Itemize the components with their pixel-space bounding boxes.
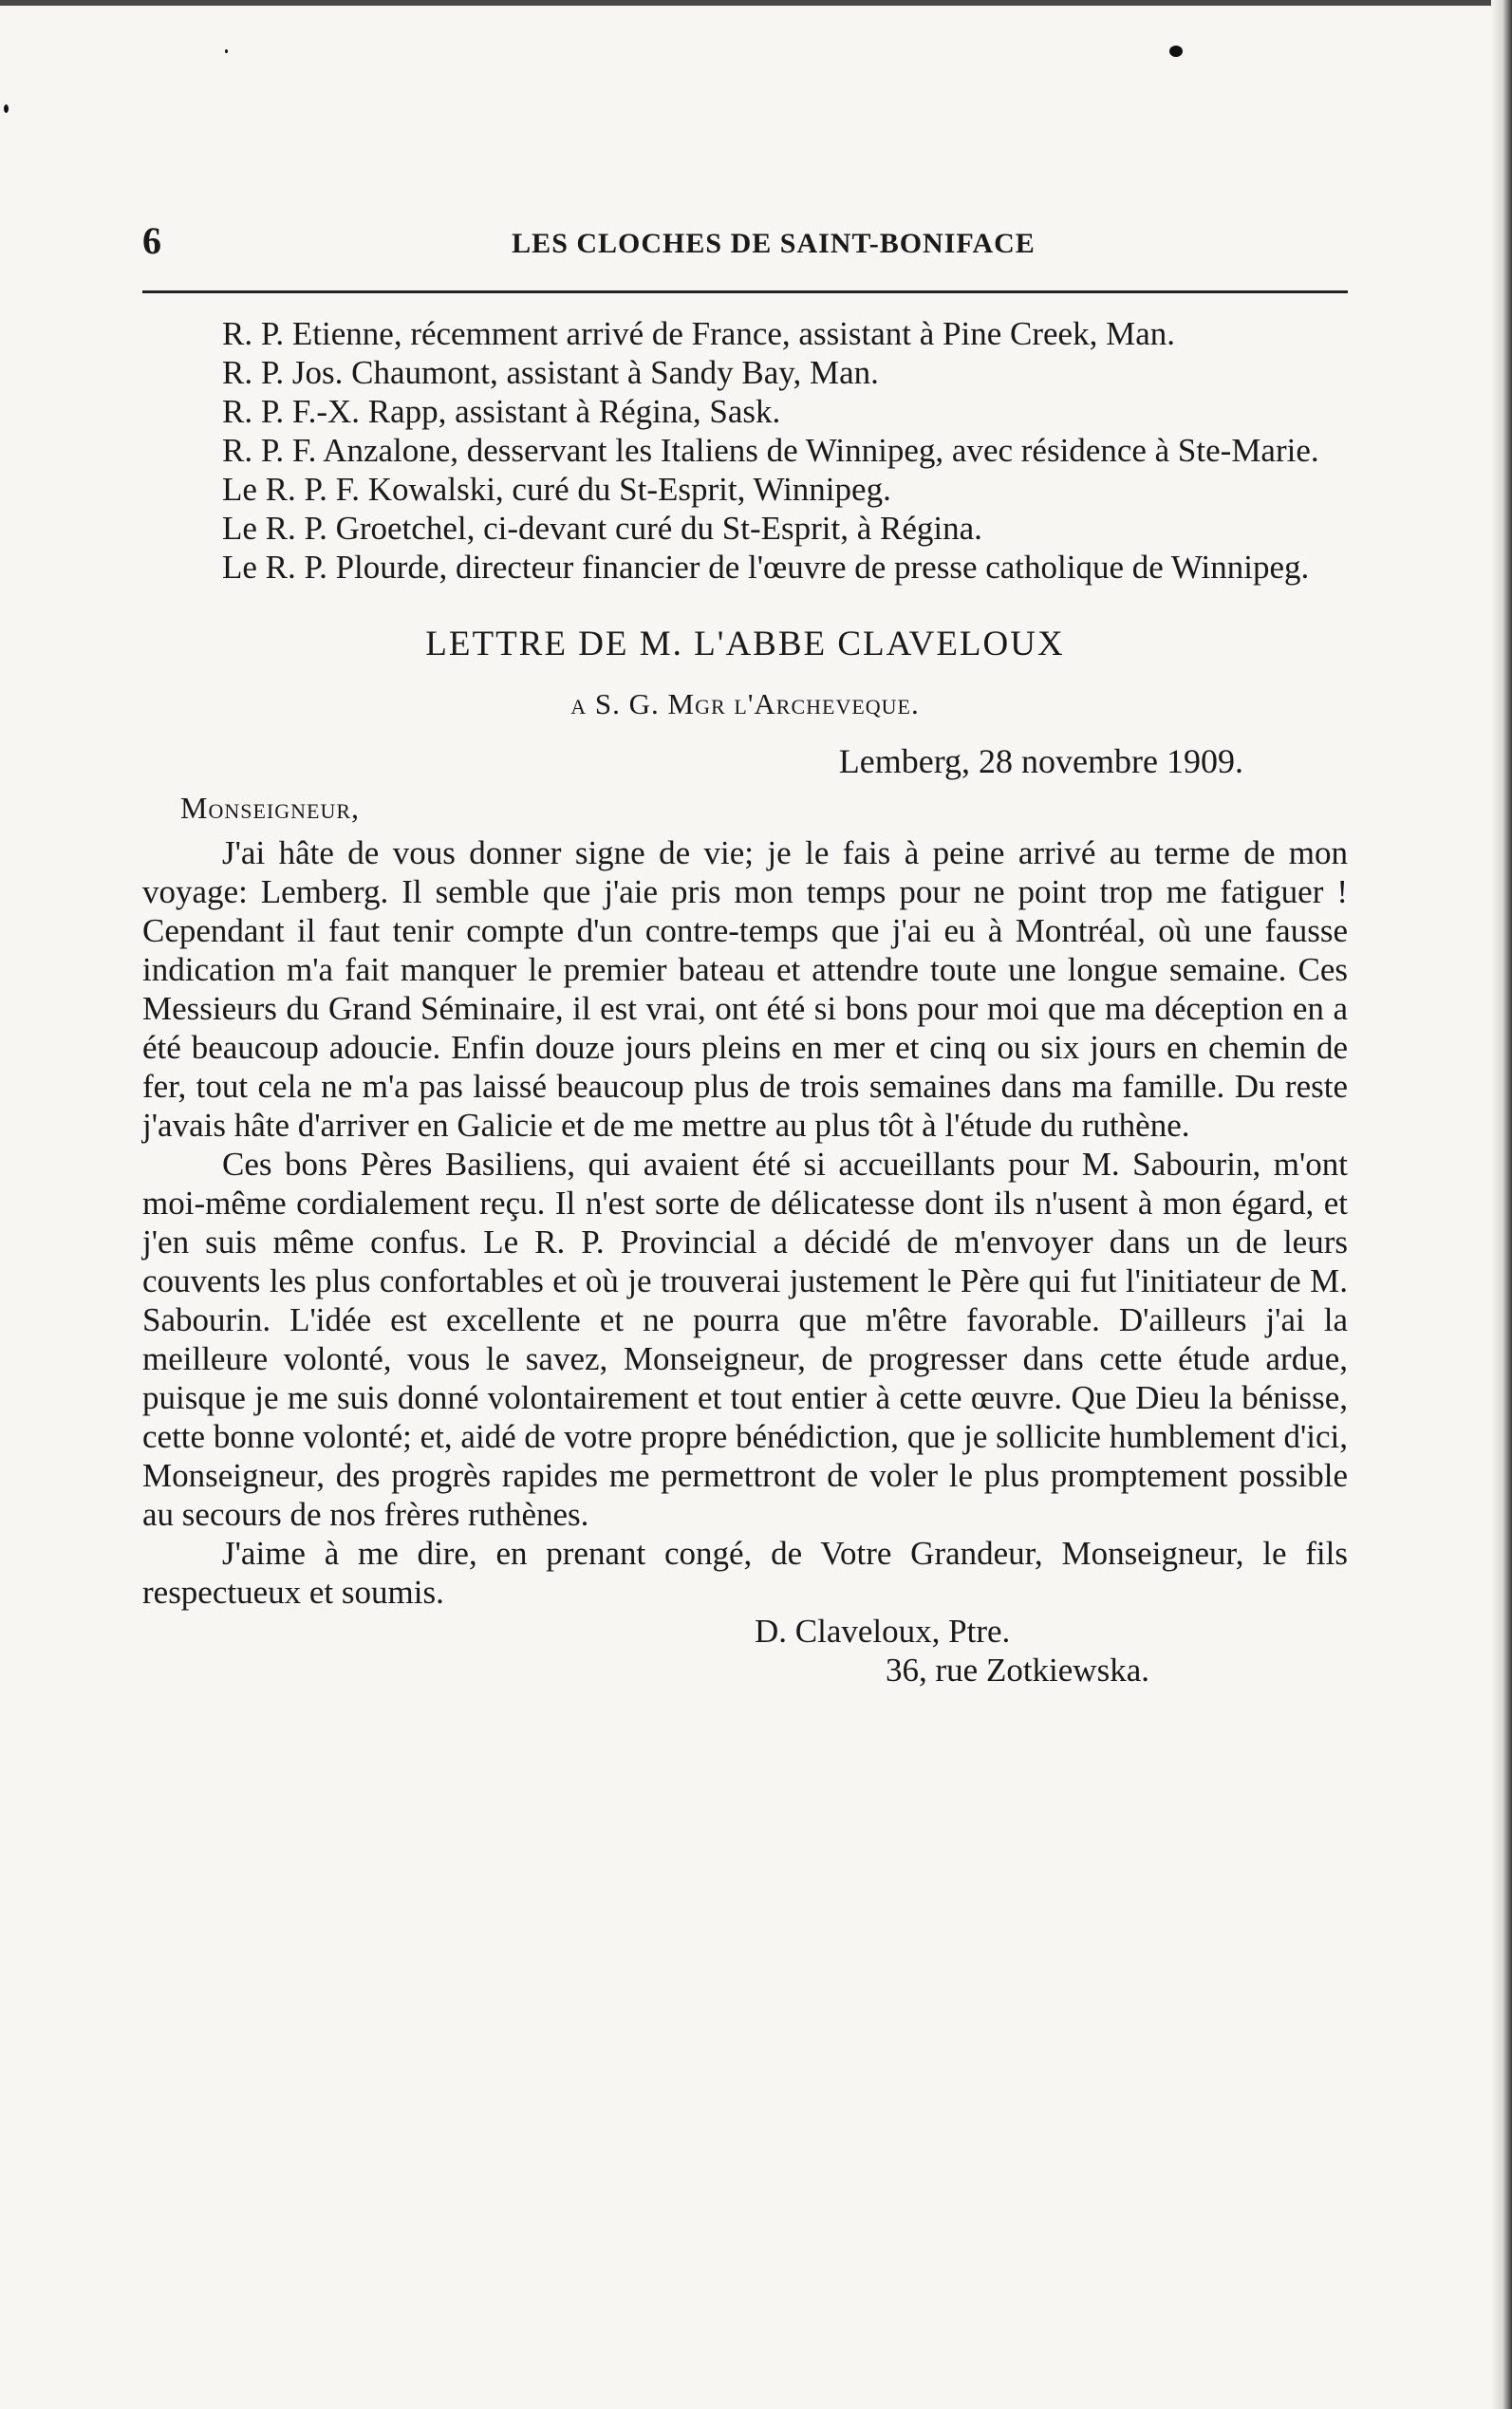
nomination-item: Le R. P. F. Kowalski, curé du St-Esprit, Winnipeg.	[222, 471, 891, 508]
nomination-item: R. P. F.-X. Rapp, assistant à Régina, Sask.	[222, 393, 781, 430]
letter-paragraph: J'ai hâte de vous donner signe de vie; je le fais à peine arrivé au terme de mon voyage: Lemberg. Il semble que j'aie pris mon temps pour ne point trop me fatiguer ! Cependant il faut tenir compte d'un contre-temps que j'ai eu à Montréal, où une fausse indication m'a fait manquer le premier bateau et attendre toute une longue semaine. Ces Messieurs du Grand Séminaire, il est vrai, ont été si bons pour moi que ma déception en a été beaucoup adoucie. Enfin douze jours pleins en mer et cinq ou six jours en chemin de fer, tout cela ne m'a pas laissé beaucoup plus de trois semaines dans ma famille. Du reste j'avais hâte d'arriver en Galicie et de me mettre au plus tôt à l'étude du ruthène.	[142, 834, 1348, 1144]
page-top-edge	[0, 0, 1512, 6]
letter-signature: D. Claveloux, Ptre.	[755, 1613, 1011, 1650]
header-rule	[142, 290, 1348, 293]
letter-address: 36, rue Zotkiewska.	[886, 1652, 1149, 1689]
document-page	[142, 218, 1348, 1690]
letter-paragraph: Ces bons Pères Basiliens, qui avaient été si accueillants pour M. Sabourin, m'ont moi-même cordialement reçu. Il n'est sorte de délicatesse dont ils n'usent à mon égard, et j'en suis même confus. Le R. P. Provincial a décidé de m'envoyer dans un de leurs couvents les plus confortables et où je trouverai justement le Père qui fut l'initiateur de M. Sabourin. L'idée est excellente et ne pourra que m'être favorable. D'ailleurs j'ai la meilleure volonté, vous le savez, Monseigneur, de progresser dans cette étude ardue, puisque je me suis donné volontairement et tout entier à cette œuvre. Que Dieu la bénisse, cette bonne volonté; et, aidé de votre propre bénédiction, que je sollicite humblement d'ici, Monseigneur, des progrès rapides me permettront de voler le plus promptement possible au secours de nos frères ruthènes.	[142, 1146, 1348, 1533]
page-number: 6	[142, 219, 161, 262]
page-right-edge	[1491, 0, 1512, 2409]
letter-title: LETTRE DE M. L'ABBE CLAVELOUX	[425, 625, 1065, 663]
letter-dateline: Lemberg, 28 novembre 1909.	[838, 742, 1243, 780]
letter-salutation: Monseigneur,	[180, 791, 361, 825]
letter-paragraph: J'aime à me dire, en prenant congé, de Votre Grandeur, Monseigneur, le fils respectueux et soumis.	[142, 1535, 1348, 1611]
nominations-list	[142, 314, 1348, 587]
letter-body	[142, 833, 1348, 1612]
ink-speck	[1169, 46, 1183, 57]
nomination-item: R. P. Jos. Chaumont, assistant à Sandy Bay, Man.	[222, 354, 879, 391]
page-header	[142, 218, 1348, 285]
nomination-item: R. P. Etienne, récemment arrivé de France, assistant à Pine Creek, Man.	[222, 315, 1175, 352]
nomination-item: R. P. F. Anzalone, desservant les Italiens de Winnipeg, avec résidence à Ste-Marie.	[222, 432, 1319, 469]
nomination-item: Le R. P. Plourde, directeur financier de l'œuvre de presse catholique de Winnipeg.	[222, 549, 1310, 586]
ink-speck	[4, 104, 9, 113]
letter-addressee: a S. G. Mgr l'Archeveque.	[570, 687, 920, 720]
nomination-item: Le R. P. Groetchel, ci-devant curé du St-Esprit, à Régina.	[222, 510, 982, 547]
ink-speck	[225, 49, 228, 53]
running-head: LES CLOCHES DE SAINT-BONIFACE	[512, 228, 1036, 259]
